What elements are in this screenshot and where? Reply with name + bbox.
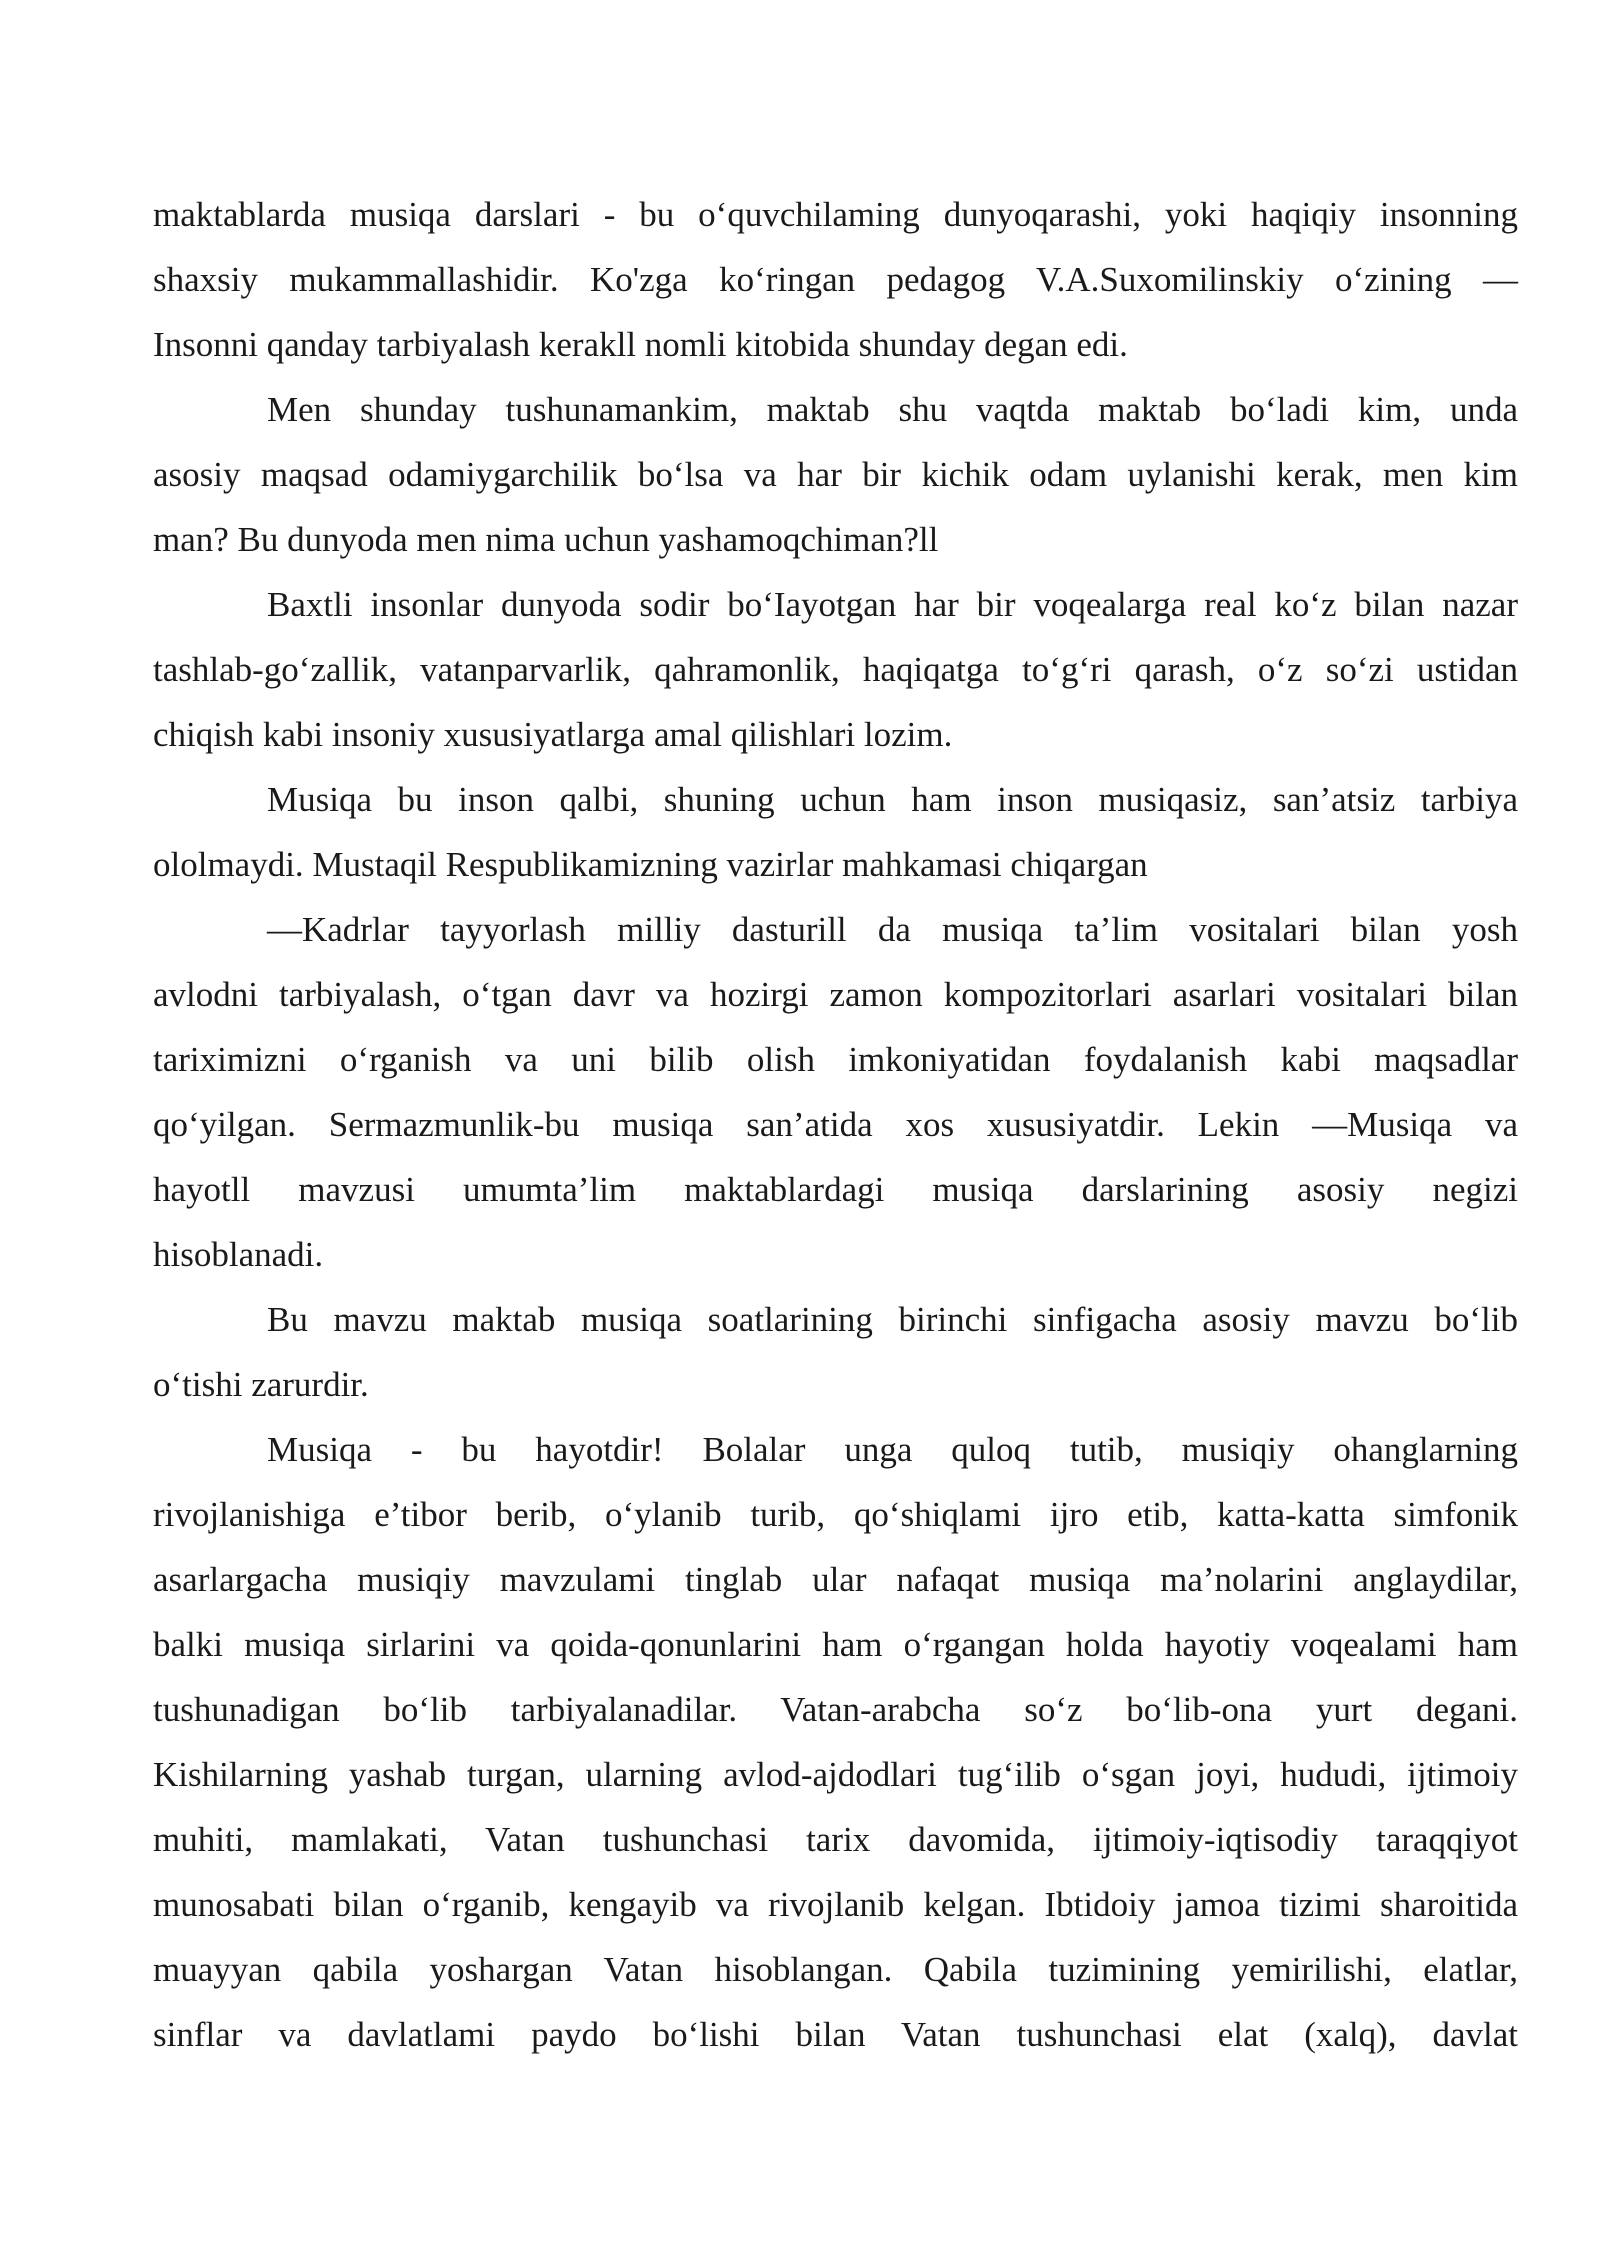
text-line: o‘tishi zarurdir.: [153, 1365, 369, 1404]
paragraph-7: [153, 1417, 1518, 2067]
text-line: avlodni tarbiyalash, o‘tgan davr va hozirgi zamon kompozitorlari asarlari vositalari bilan: [153, 975, 1518, 1014]
text-line: Bu mavzu maktab musiqa soatlarining birinchi sinfigacha asosiy mavzu bo‘lib: [267, 1300, 1518, 1339]
text-line: qo‘yilgan. Sermazmunlik-bu musiqa san’atida xos xususiyatdir. Lekin —Musiqa va: [153, 1105, 1518, 1144]
text-line: hisoblanadi.: [153, 1235, 324, 1274]
text-line: muhiti, mamlakati, Vatan tushunchasi tarix davomida, ijtimoiy-iqtisodiy taraqqiyot: [153, 1820, 1518, 1859]
text-line: tashlab-go‘zallik, vatanparvarlik, qahramonlik, haqiqatga to‘g‘ri qarash, o‘z so‘zi ustidan: [153, 650, 1518, 689]
paragraph-4: [153, 767, 1518, 897]
text-line: Men shunday tushunamankim, maktab shu vaqtda maktab bo‘ladi kim, unda: [267, 390, 1518, 429]
paragraph-5: [153, 897, 1518, 1287]
text-line: Musiqa - bu hayotdir! Bolalar unga quloq tutib, musiqiy ohanglarning: [267, 1430, 1518, 1469]
text-line: rivojlanishiga e’tibor berib, o‘ylanib turib, qo‘shiqlami ijro etib, katta-katta simfonik: [153, 1495, 1518, 1534]
text-line: Insonni qanday tarbiyalash kerakll nomli kitobida shunday degan edi.: [153, 325, 1128, 364]
paragraph-2: [153, 377, 1518, 572]
text-line: Baxtli insonlar dunyoda sodir bo‘Iayotgan har bir voqealarga real ko‘z bilan nazar: [267, 585, 1518, 624]
text-line: asosiy maqsad odamiygarchilik bo‘lsa va har bir kichik odam uylanishi kerak, men kim: [153, 455, 1518, 494]
paragraph-3: [153, 572, 1518, 767]
text-line: tushunadigan bo‘lib tarbiyalanadilar. Vatan-arabcha so‘z bo‘lib-ona yurt degani.: [153, 1690, 1518, 1729]
text-line: chiqish kabi insoniy xususiyatlarga amal qilishlari lozim.: [153, 715, 953, 754]
text-line: Kishilarning yashab turgan, ularning avlod-ajdodlari tug‘ilib o‘sgan joyi, hududi, ijtimoiy: [153, 1755, 1518, 1794]
text-line: man? Bu dunyoda men nima uchun yashamoqchiman?ll: [153, 520, 939, 559]
paragraph-6: [153, 1287, 1518, 1417]
document-body: [153, 182, 1518, 2067]
text-line: munosabati bilan o‘rganib, kengayib va rivojlanib kelgan. Ibtidoiy jamoa tizimi sharoitida: [153, 1885, 1518, 1924]
text-line: asarlargacha musiqiy mavzulami tinglab ular nafaqat musiqa ma’nolarini anglaydilar,: [153, 1560, 1518, 1599]
text-line: hayotll mavzusi umumta’lim maktablardagi musiqa darslarining asosiy negizi: [153, 1170, 1518, 1209]
text-line: muayyan qabila yoshargan Vatan hisoblangan. Qabila tuzimining yemirilishi, elatlar,: [153, 1950, 1518, 1989]
text-line: sinflar va davlatlami paydo bo‘lishi bilan Vatan tushunchasi elat (xalq), davlat: [153, 2015, 1518, 2054]
text-line: balki musiqa sirlarini va qoida-qonunlarini ham o‘rgangan holda hayotiy voqealami ham: [153, 1625, 1518, 1664]
text-line: Musiqa bu inson qalbi, shuning uchun ham inson musiqasiz, san’atsiz tarbiya: [267, 780, 1518, 819]
text-line: tariximizni o‘rganish va uni bilib olish imkoniyatidan foydalanish kabi maqsadlar: [153, 1040, 1518, 1079]
text-line: shaxsiy mukammallashidir. Ko'zga ko‘ringan pedagog V.A.Suxomilinskiy o‘zining —: [153, 260, 1518, 299]
text-line: maktablarda musiqa darslari - bu o‘quvchilaming dunyoqarashi, yoki haqiqiy insonning: [153, 195, 1518, 234]
text-line: —Kadrlar tayyorlash milliy dasturill da musiqa ta’lim vositalari bilan yosh: [267, 910, 1518, 949]
paragraph-1: [153, 182, 1518, 377]
text-line: ololmaydi. Mustaqil Respublikamizning vazirlar mahkamasi chiqargan: [153, 845, 1148, 884]
